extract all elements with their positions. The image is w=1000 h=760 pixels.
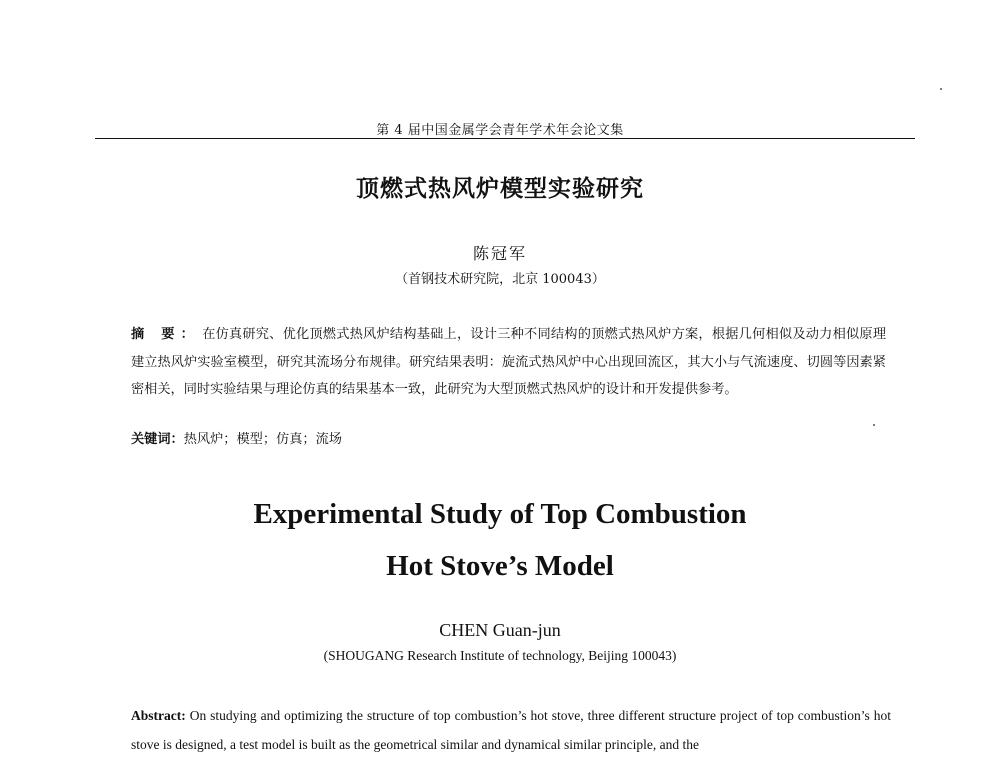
chinese-abstract-text: 在仿真研究、优化顶燃式热风炉结构基础上，设计三种不同结构的顶燃式热风炉方案，根据几何相似及动力相似原理建立热风炉实验室模型，研究其流场分布规律。研究结果表明：旋流式热风炉中心出现回流区，其大小与气流速度、切圆等因素紧密相关，同时实验结果与理论仿真的结果基本一致，此研究为大型顶燃式热风炉的设计和开发提供参考。	[131, 327, 887, 397]
english-title-line-2: Hot Stove’s Model	[386, 550, 614, 582]
chinese-author: 陈冠军	[472, 244, 527, 263]
english-affiliation: (SHOUGANG Research Institute of technology, Beijing 100043)	[323, 648, 677, 663]
chinese-keywords-label: 关键词：	[131, 432, 184, 447]
english-abstract-text: On studying and optimizing the structure of top combustion’s hot stove, three different structure project of top combustion’s hot stove is designed, a test model is built as the geometrical similar and dynamical similar principle, and the	[131, 708, 891, 752]
chinese-abstract-label: 摘 要：	[131, 327, 201, 342]
scan-speck	[873, 424, 875, 426]
chinese-abstract	[131, 321, 886, 404]
english-title-line-1: Experimental Study of Top Combustion	[253, 498, 747, 530]
english-abstract	[131, 701, 891, 759]
chinese-title: 顶燃式热风炉模型实验研究	[356, 176, 644, 202]
running-head: 第 4 届中国金属学会青年学术年会论文集	[376, 123, 624, 138]
scan-speck	[940, 88, 942, 90]
english-title	[0, 488, 1000, 592]
english-author: CHEN Guan-jun	[439, 620, 561, 640]
header-rule	[95, 138, 915, 139]
chinese-keywords-text: 热风炉；模型；仿真；流场	[183, 432, 342, 447]
chinese-keywords	[131, 430, 886, 450]
chinese-affiliation: （首钢技术研究院，北京 100043）	[395, 272, 605, 287]
english-abstract-label: Abstract:	[131, 708, 186, 723]
